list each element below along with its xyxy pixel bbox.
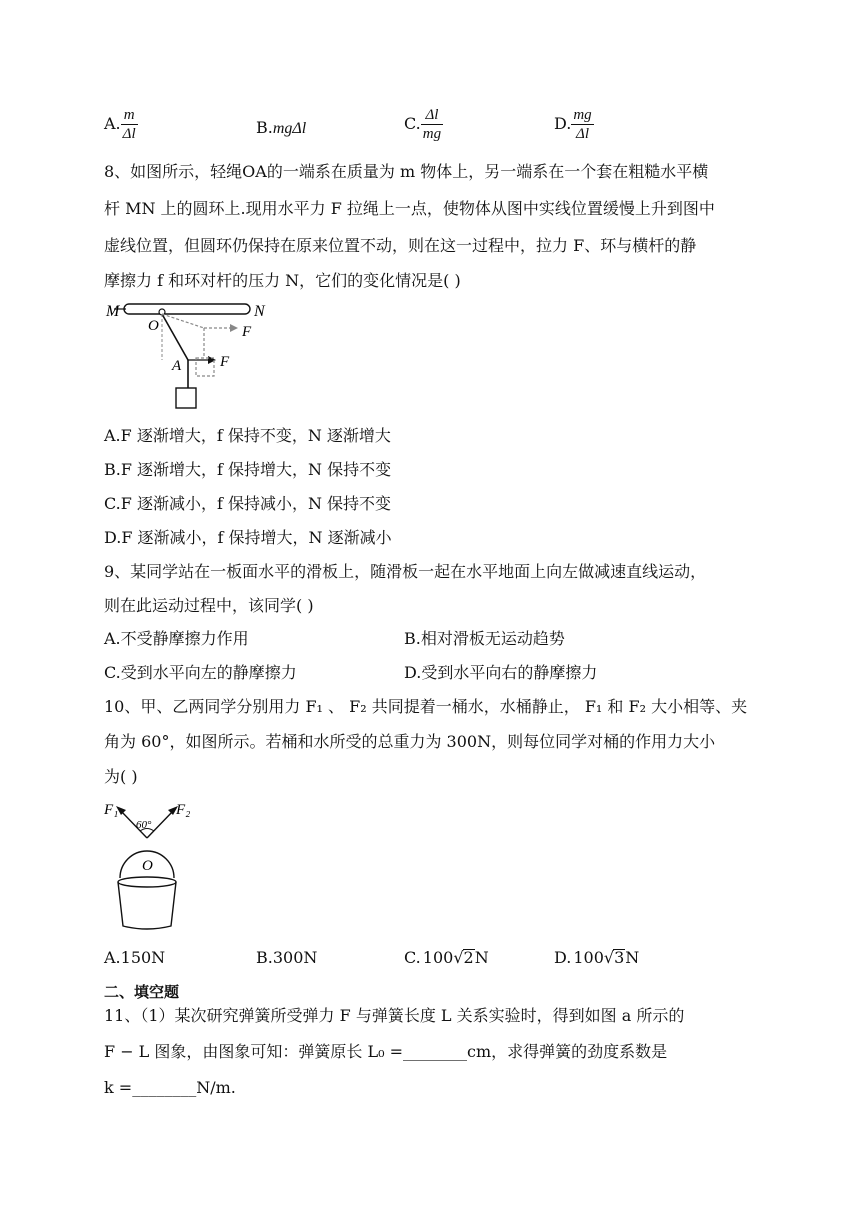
q7-option-c: C. $\frac{\Delta l}{mg}$	[404, 107, 442, 142]
q8-text-line4: 摩擦力 f 和环对杆的压力 N，它们的变化情况是( )	[104, 271, 461, 290]
q9-option-c: C.受到水平向左的静摩擦力	[104, 663, 297, 682]
label-f-upper: F	[242, 324, 252, 340]
q9-option-b: B.相对滑板无运动趋势	[404, 629, 565, 648]
label-f-lower: F	[220, 354, 230, 370]
q8-option-c: C.F 逐渐减小，f 保持减小，N 保持不变	[104, 494, 392, 513]
section-heading-fill-in: 二、填空题	[104, 983, 180, 1001]
label-f2: F₂	[176, 802, 191, 818]
q9-text-line1: 9、某同学站在一板面水平的滑板上，随滑板一起在水平地面上向左做减速直线运动，	[104, 562, 707, 581]
q7-option-b: B.mgΔl	[256, 118, 307, 137]
q10-option-d: D. 100√3N	[554, 948, 640, 967]
q11-text-line3: k =________N/m.	[104, 1078, 236, 1097]
q9-option-d: D.受到水平向右的静摩擦力	[404, 663, 598, 682]
label-angle: 60°	[136, 819, 152, 831]
q9-text-line2: 则在此运动过程中，该同学( )	[104, 596, 314, 615]
q8-option-b: B.F 逐渐增大，f 保持增大，N 保持不变	[104, 460, 392, 479]
label-o: O	[148, 318, 159, 334]
q7-option-d: D. $\frac{mg}{\Delta l}$	[554, 107, 592, 142]
bucket-rim	[118, 877, 176, 887]
q10-text-line1: 10、甲、乙两同学分别用力 F₁ 、 F₂ 共同提着一桶水，水桶静止， F₁ 和 F₂ 大小相等、夹	[104, 697, 748, 716]
q8-text-line2: 杆 MN 上的圆环上.现用水平力 F 拉绳上一点，使物体从图中实线位置缓慢上升到图中	[104, 199, 715, 218]
label-n: N	[254, 303, 265, 320]
q8-figure	[104, 296, 274, 416]
q10-text-line3: 为( )	[104, 767, 138, 786]
label-m: M	[106, 303, 120, 320]
bucket-body	[118, 882, 176, 929]
q8-option-d: D.F 逐渐减小，f 保持增大，N 逐渐减小	[104, 528, 392, 547]
label-f1: F₁	[104, 802, 119, 818]
q7-option-a: A. $\frac{m}{\Delta l}$	[104, 107, 136, 142]
q10-option-b: B.300N	[256, 948, 318, 967]
force-f-lower-arrowhead	[208, 356, 216, 364]
q8-text-line1: 8、如图所示，轻绳OA的一端系在质量为 m 物体上，另一端系在一个套在粗糙水平横	[104, 162, 709, 181]
q8-option-a: A.F 逐渐增大，f 保持不变，N 逐渐增大	[104, 426, 391, 445]
q11-text-line2: F − L 图象，由图象可知：弹簧原长 L₀ =________cm，求得弹簧的劲度系数是	[104, 1042, 668, 1061]
rope-oa	[162, 314, 188, 360]
mass-block	[176, 388, 196, 408]
rod-mn	[124, 304, 250, 314]
q11-text-line1: 11、（1）某次研究弹簧所受弹力 F 与弹簧长度 L 关系实验时，得到如图 a 所示的	[104, 1006, 685, 1025]
q9-option-a: A.不受静摩擦力作用	[104, 629, 249, 648]
label-a: A	[172, 358, 182, 374]
q8-text-line3: 虚线位置，但圆环仍保持在原来位置不动，则在这一过程中，拉力 F、环与横杆的静	[104, 236, 697, 255]
q10-option-c: C. 100√2N	[404, 948, 489, 967]
q10-text-line2: 角为 60°，如图所示。若桶和水所受的总重力为 300N，则每位同学对桶的作用力大小	[104, 732, 716, 751]
q10-option-a: A.150N	[104, 948, 166, 967]
q10-figure	[100, 796, 210, 936]
dashed-force-arrowhead	[230, 324, 238, 332]
label-o: O	[142, 858, 153, 874]
